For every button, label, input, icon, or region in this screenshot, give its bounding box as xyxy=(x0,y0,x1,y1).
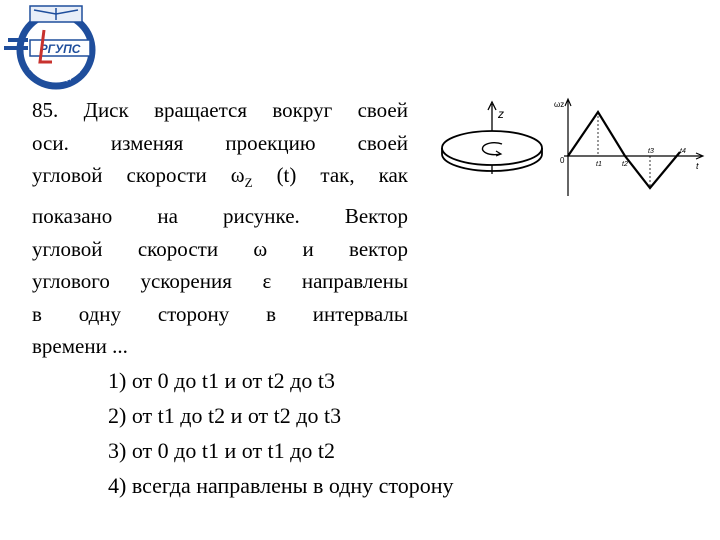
answer-option-4[interactable]: 4) всегда направлены в одну сторону xyxy=(108,473,454,498)
logo-text: РГУПС xyxy=(39,42,81,56)
graph-y-label: ωz xyxy=(554,100,565,109)
question-line-5: угловой скорости ω и вектор xyxy=(32,236,408,261)
question-line-8: времени ... xyxy=(32,334,128,359)
university-logo xyxy=(0,0,112,92)
question-line-3: угловой скорости $\omega_Z$ (t) так, как xyxy=(32,163,409,191)
tick-label-t4: t4 xyxy=(680,148,686,155)
answer-options xyxy=(108,363,454,503)
logo-ring-text: РОСТОВ-НА-ДОНУ xyxy=(27,65,84,85)
tick-label-t2: t2 xyxy=(622,161,628,168)
question-line-7: в одну сторону в интервалы xyxy=(32,301,408,326)
answer-option-1[interactable]: 1) от 0 до t1 и от t2 до t3 xyxy=(108,368,335,393)
question-text xyxy=(32,94,408,363)
question-line-6: углового ускорения ε направлены xyxy=(32,269,408,294)
omega-curve xyxy=(568,112,680,188)
question-line-4: показано на рисунке. Вектор xyxy=(32,203,408,228)
disk-and-graph-figure xyxy=(434,96,706,208)
graph-x-label: t xyxy=(696,161,699,171)
tick-label-t3: t3 xyxy=(648,148,654,155)
question-line-1: 85. Диск вращается вокруг своей xyxy=(32,98,408,122)
rotating-disk-diagram xyxy=(442,102,542,174)
answer-option-3[interactable]: 3) от 0 до t1 и от t1 до t2 xyxy=(108,438,335,463)
disk-axis-label: z xyxy=(498,107,504,121)
graph-origin-label: 0 xyxy=(560,156,565,165)
question-line-2: оси. изменяя проекцию своей xyxy=(32,130,408,155)
tick-label-t1: t1 xyxy=(596,161,602,168)
answer-option-2[interactable]: 2) от t1 до t2 и от t2 до t3 xyxy=(108,403,342,428)
angular-velocity-graph xyxy=(554,99,703,196)
omega-subscript: Z xyxy=(244,175,253,191)
